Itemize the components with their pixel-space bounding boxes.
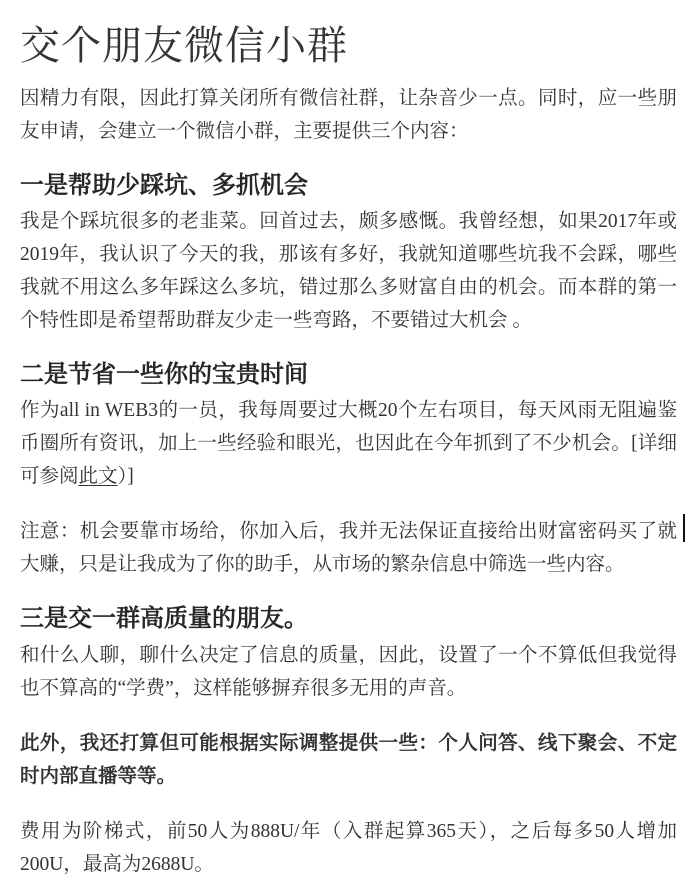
extras-paragraph: 此外，我还打算但可能根据实际调整提供一些：个人问答、线下聚会、不定时内部直播等等。	[20, 732, 677, 787]
intro-paragraph: 因精力有限，因此打算关闭所有微信社群，让杂音少一点。同时，应一些朋友申请，会建立一个微信小群，主要提供三个内容：	[20, 88, 677, 142]
section2-heading: 二是节省一些你的宝贵时间	[20, 361, 308, 389]
section2-text-after-link: ）]	[117, 466, 134, 488]
section1-heading: 一是帮助少踩坑、多抓机会	[20, 172, 308, 199]
section3-heading: 三是交一群高质量的朋友。	[20, 605, 308, 633]
page-title: 交个朋友微信小群	[20, 23, 348, 68]
section2-text-before-link: 作为all in WEB3的一员，我每周要过大概20个左右项目，每天风雨无阻遍鉴币圈所有资讯，加上一些经验和眼光，也因此在今年抓到了不少机会。[详细可参阅	[20, 400, 677, 488]
reference-link[interactable]: 此文	[78, 466, 118, 488]
section1-paragraph: 我是个踩坑很多的老韭菜。回首过去，颇多感慨。我曾经想，如果2017年或2019年，我认识了今天的我，那该有多好，我就知道哪些坑我不会踩，哪些我就不用这么多年踩这么多坑，错过那么多财富自由的机会。而本群的第一个特性即是希望帮助群友少走一些弯路，不要错过大机会 。	[20, 211, 677, 332]
text-caret	[683, 514, 685, 542]
note-paragraph: 注意：机会要靠市场给，你加入后，我并无法保证直接给出财富密码买了就大赚，只是让我成为了你的助手，从市场的繁杂信息中筛选一些内容。	[20, 521, 677, 576]
section3-paragraph: 和什么人聊，聊什么决定了信息的质量，因此，设置了一个不算低但我觉得也不算高的“学费”，这样能够摒弃很多无用的声音。	[20, 644, 677, 699]
section2-paragraph	[20, 394, 677, 493]
pricing-paragraph: 费用为阶梯式，前50人为888U/年（入群起算365天），之后每多50人增加200U，最高为2688U。	[20, 820, 677, 875]
